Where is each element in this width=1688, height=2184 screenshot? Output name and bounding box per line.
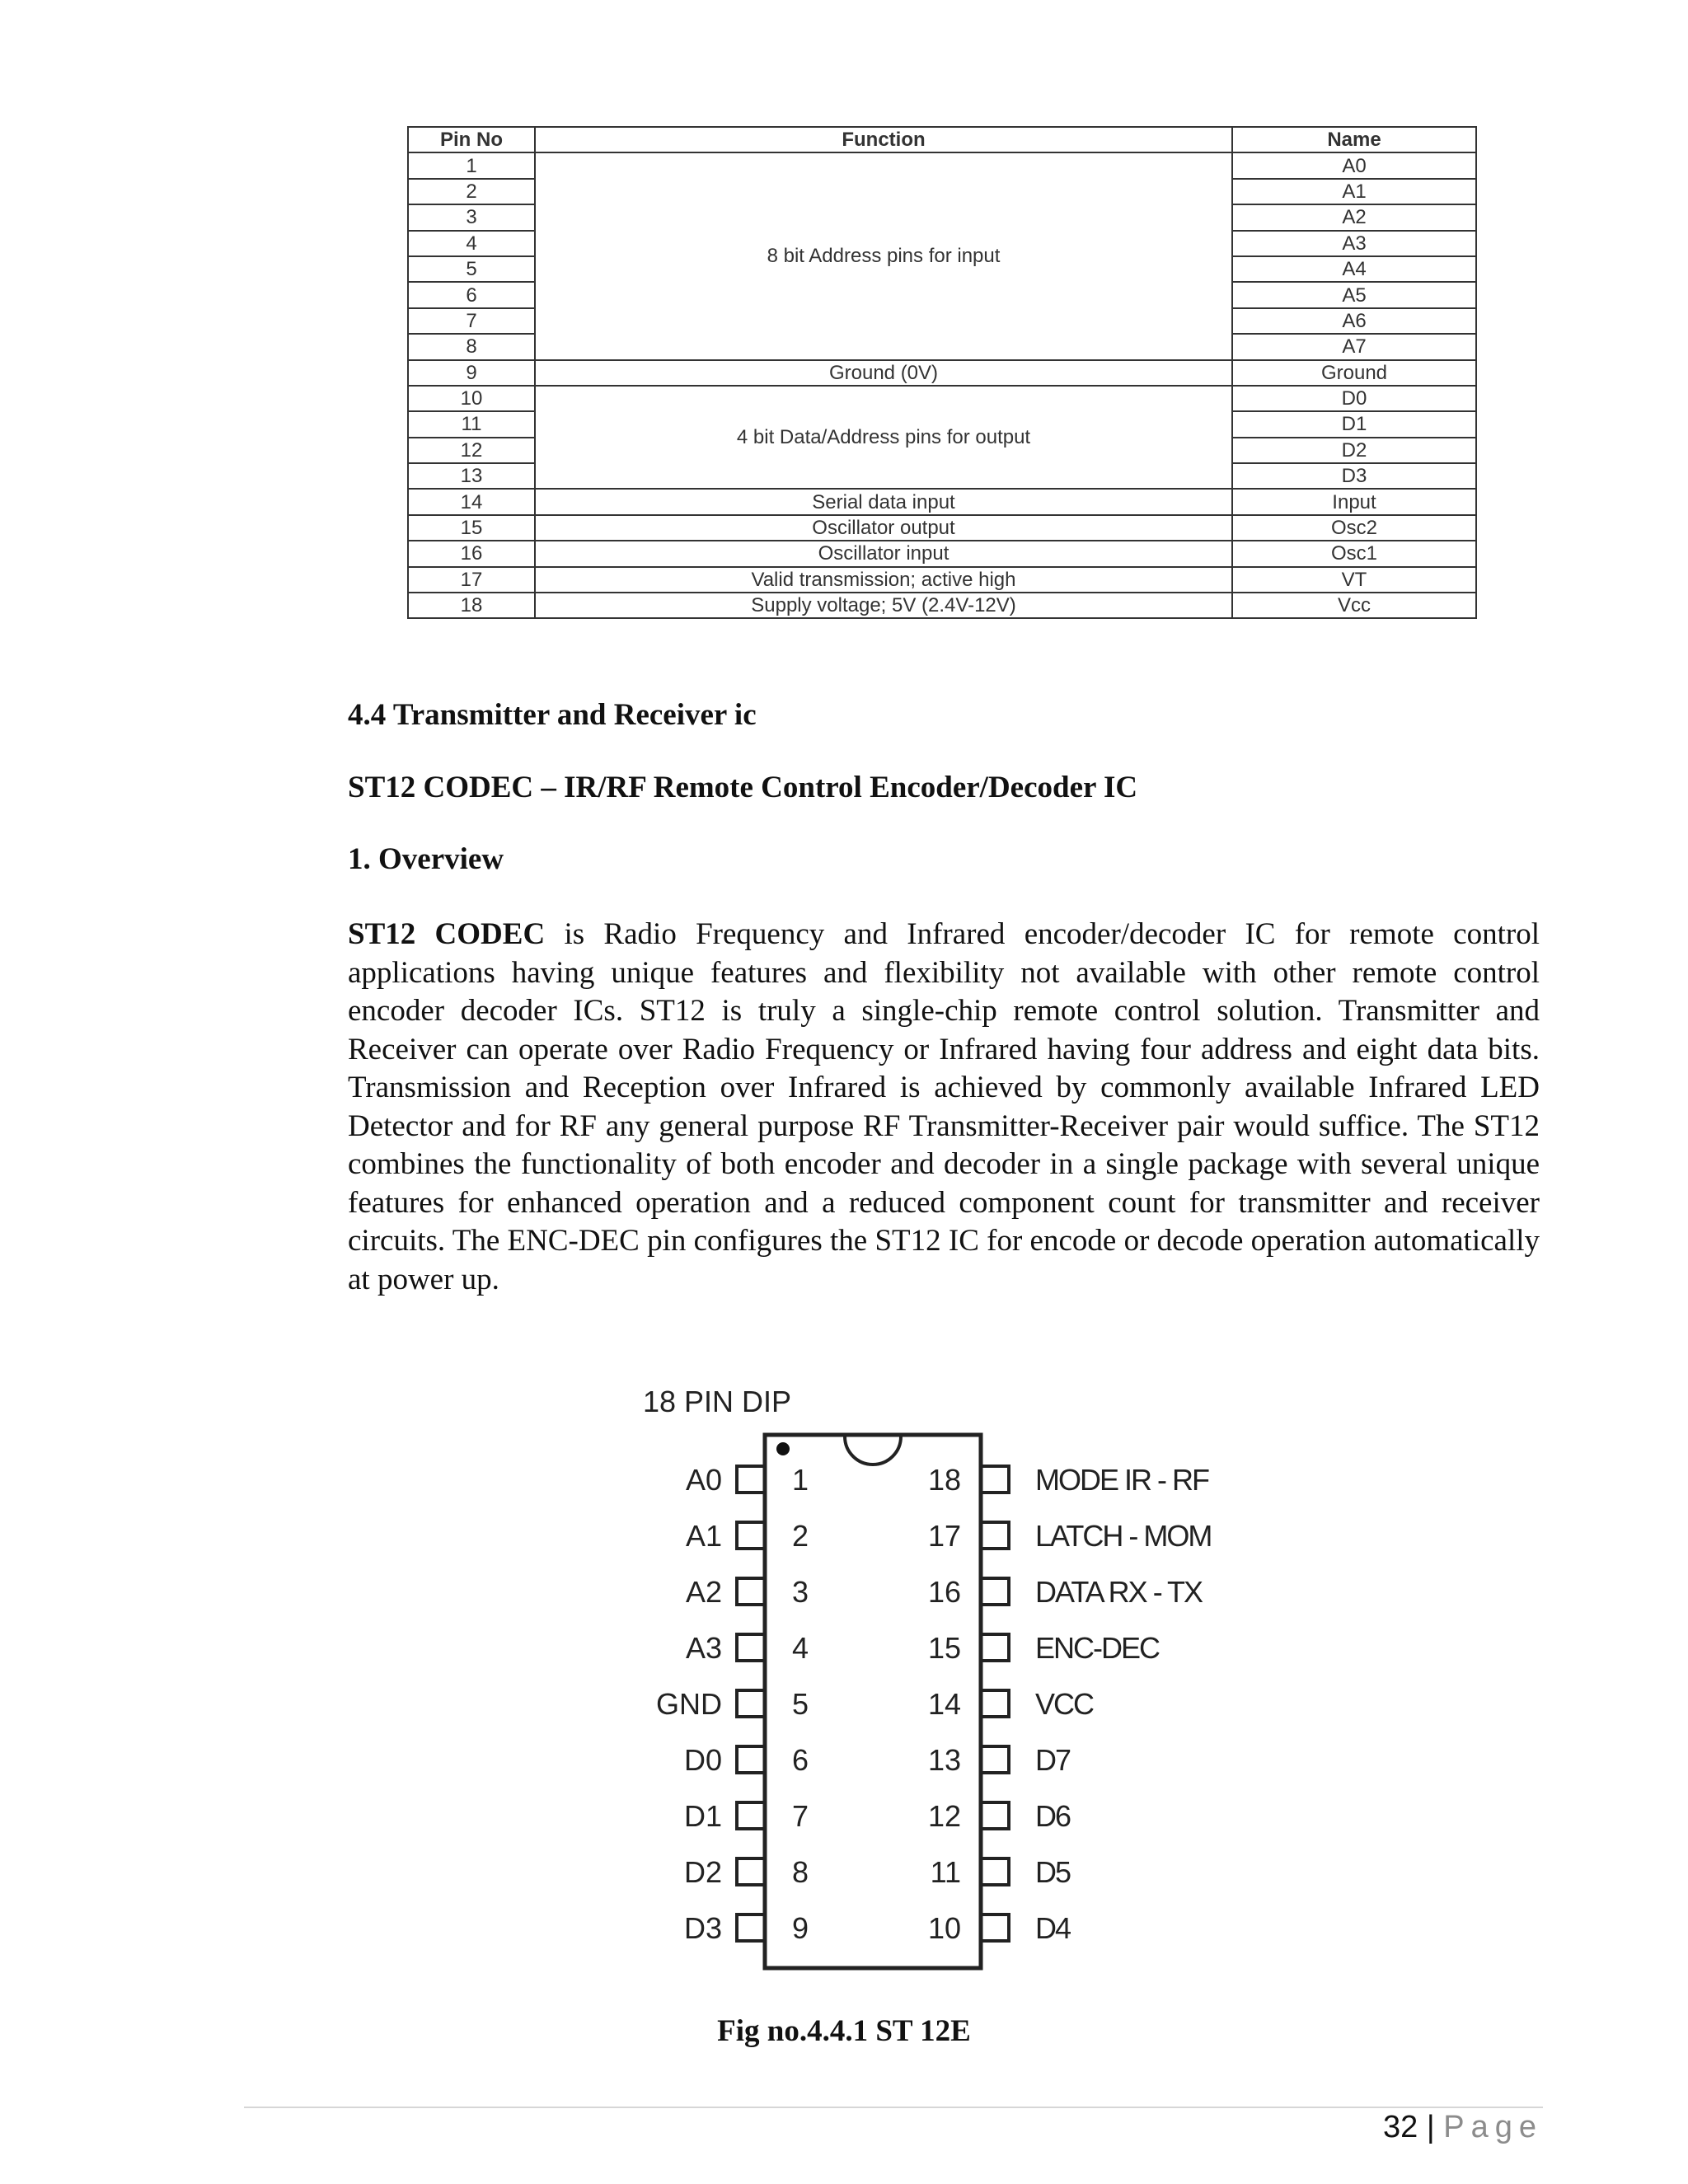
pin-pad [981, 1578, 1009, 1605]
left-pin-label: A0 [685, 1463, 722, 1497]
table-row [408, 152, 1476, 178]
pin-name-cell: A4 [1232, 256, 1476, 282]
header-pin-no: Pin No [408, 127, 535, 152]
left-pin-number: 3 [792, 1575, 809, 1609]
page-number: 32 [1382, 2110, 1418, 2144]
pin-number-cell: 18 [408, 593, 535, 618]
pin-number-cell: 15 [408, 515, 535, 541]
pin-number-cell: 2 [408, 179, 535, 204]
pin-pad [737, 1746, 765, 1773]
pin-pad [737, 1802, 765, 1829]
header-function: Function [535, 127, 1232, 152]
section-heading: 4.4 Transmitter and Receiver ic [348, 698, 757, 732]
table-row [408, 360, 1476, 386]
table-row [408, 541, 1476, 566]
left-pin-label: D2 [683, 1855, 722, 1889]
overview-body: is Radio Frequency and Infrared encoder/decoder IC for remote control applications having unique features and flexibility not available with other remote control encoder decoder ICs. ST12 is truly a single-chip remote control solution. Transmitter and Receiver can operate over Radio Frequency or Infrared having four address and eight data bits. Transmission and Reception over Infrared is achieved by commonly available Infrared LED Detector and for RF any general purpose RF Transmitter-Receiver pair would suffice. The ST12 combines the functionality of both encoder and decoder in a single package with several unique features for enhanced operation and a reduced component count for transmitter and receiver circuits. The ENC-DEC pin configures the ST12 IC for encode or decode operation automatically at power up. [348, 917, 1540, 1296]
left-pin-label: A1 [685, 1519, 722, 1553]
left-pin-number: 9 [792, 1911, 809, 1945]
pin-pad [981, 1858, 1009, 1885]
pin-name-cell: A0 [1232, 152, 1476, 178]
header-name: Name [1232, 127, 1476, 152]
pin-name-cell: A1 [1232, 179, 1476, 204]
figure-caption: Fig no.4.4.1 ST 12E [717, 2014, 971, 2048]
pin-pad [981, 1634, 1009, 1661]
right-pin-number: 13 [927, 1743, 961, 1777]
pin-pad [737, 1634, 765, 1661]
pin-pad [981, 1802, 1009, 1829]
pin-pad [981, 1915, 1009, 1941]
table-row [408, 593, 1476, 618]
pin-number-cell: 8 [408, 334, 535, 359]
function-cell: 4 bit Data/Address pins for output [535, 386, 1232, 490]
function-cell: Serial data input [535, 489, 1232, 514]
pin-name-cell: D2 [1232, 438, 1476, 463]
pin-name-cell: Osc2 [1232, 515, 1476, 541]
pin-number-cell: 5 [408, 256, 535, 282]
pin-number-cell: 13 [408, 463, 535, 489]
overview-heading: 1. Overview [348, 842, 504, 876]
left-pin-number: 4 [792, 1631, 809, 1665]
pin-number-cell: 11 [408, 411, 535, 437]
left-pin-number: 5 [792, 1687, 809, 1721]
table-header-row [408, 127, 1476, 152]
function-cell: Valid transmission; active high [535, 567, 1232, 593]
page-footer [1383, 2110, 1543, 2145]
right-pin-number: 11 [930, 1855, 961, 1889]
pin-number-cell: 10 [408, 386, 535, 411]
left-pin-label: D1 [683, 1799, 722, 1833]
pin-pad [737, 1915, 765, 1941]
left-pin-label: D0 [683, 1743, 722, 1777]
left-pin-label: A3 [685, 1631, 722, 1665]
pin-pad [737, 1858, 765, 1885]
left-pin-number: 6 [792, 1743, 809, 1777]
pin-name-cell: A2 [1232, 204, 1476, 230]
pin-name-cell: Input [1232, 489, 1476, 514]
pin-pad [981, 1746, 1009, 1773]
right-pin-number: 18 [927, 1463, 961, 1497]
left-pin-number: 2 [792, 1519, 809, 1553]
right-pin-number: 10 [927, 1911, 961, 1945]
right-pin-group [928, 1463, 1211, 1945]
pin-name-cell: Ground [1232, 360, 1476, 386]
right-pin-number: 16 [927, 1575, 961, 1609]
pin1-marker [776, 1442, 790, 1455]
pin-name-cell: Osc1 [1232, 541, 1476, 566]
left-pin-number: 8 [792, 1855, 809, 1889]
page-word: Page [1443, 2110, 1543, 2144]
function-cell: Ground (0V) [535, 360, 1232, 386]
function-cell: Supply voltage; 5V (2.4V-12V) [535, 593, 1232, 618]
pin-name-cell: D0 [1232, 386, 1476, 411]
pin-number-cell: 14 [408, 489, 535, 514]
pin-pad [981, 1466, 1009, 1493]
subtitle-heading: ST12 CODEC – IR/RF Remote Control Encoder/Decoder IC [348, 771, 1138, 804]
pin-table-body [408, 152, 1476, 618]
left-pin-number: 1 [792, 1463, 809, 1497]
table-row [408, 489, 1476, 514]
pin-number-cell: 7 [408, 308, 535, 334]
pin-name-cell: A6 [1232, 308, 1476, 334]
overview-paragraph [348, 916, 1540, 1299]
right-pin-label: D6 [1035, 1799, 1071, 1833]
pin-pad [737, 1578, 765, 1605]
left-pin-number: 7 [792, 1799, 809, 1833]
pin-number-cell: 3 [408, 204, 535, 230]
pin-pad [737, 1522, 765, 1549]
function-cell: 8 bit Address pins for input [535, 152, 1232, 359]
ic-body [765, 1435, 981, 1968]
function-cell: Oscillator input [535, 541, 1232, 566]
right-pin-label: ENC-DEC [1035, 1631, 1160, 1665]
right-pin-label: D5 [1035, 1855, 1071, 1889]
footer-divider [244, 2107, 1543, 2108]
left-pin-label: A2 [685, 1575, 722, 1609]
pin-number-cell: 9 [408, 360, 535, 386]
table-row [408, 567, 1476, 593]
right-pin-label: LATCH - MOM [1035, 1519, 1212, 1553]
pin-number-cell: 17 [408, 567, 535, 593]
pin-number-cell: 1 [408, 152, 535, 178]
right-pin-number: 12 [927, 1799, 961, 1833]
function-cell: Oscillator output [535, 515, 1232, 541]
right-pin-number: 15 [927, 1631, 961, 1665]
right-pin-number: 17 [927, 1519, 961, 1553]
right-pin-label: DATA RX - TX [1035, 1575, 1203, 1609]
pin-number-cell: 12 [408, 438, 535, 463]
overview-lead: ST12 CODEC [348, 917, 546, 951]
pin-name-cell: A5 [1232, 282, 1476, 307]
ic-notch [845, 1436, 901, 1465]
dip-title: 18 PIN DIP [643, 1385, 792, 1418]
pin-pad [737, 1466, 765, 1493]
right-pin-label: D7 [1035, 1743, 1071, 1777]
footer-separator: | [1426, 2110, 1435, 2144]
right-pin-number: 14 [927, 1687, 961, 1721]
pin-number-cell: 4 [408, 231, 535, 256]
pin-name-cell: Vcc [1232, 593, 1476, 618]
table-row [408, 515, 1476, 541]
pin-number-cell: 6 [408, 282, 535, 307]
pin-pad [981, 1690, 1009, 1717]
pin-name-cell: VT [1232, 567, 1476, 593]
pin-name-cell: A7 [1232, 334, 1476, 359]
right-pin-label: VCC [1035, 1687, 1094, 1721]
pin-number-cell: 16 [408, 541, 535, 566]
left-pin-group [656, 1463, 809, 1945]
left-pin-label: D3 [683, 1911, 722, 1945]
pin-function-table [407, 126, 1477, 619]
pin-pad [737, 1690, 765, 1717]
pin-name-cell: A3 [1232, 231, 1476, 256]
left-pin-label: GND [656, 1687, 722, 1721]
pin-name-cell: D3 [1232, 463, 1476, 489]
table-row [408, 386, 1476, 411]
pin-name-cell: D1 [1232, 411, 1476, 437]
right-pin-label: D4 [1035, 1911, 1071, 1945]
pin-pad [981, 1522, 1009, 1549]
right-pin-label: MODE IR - RF [1035, 1463, 1208, 1497]
